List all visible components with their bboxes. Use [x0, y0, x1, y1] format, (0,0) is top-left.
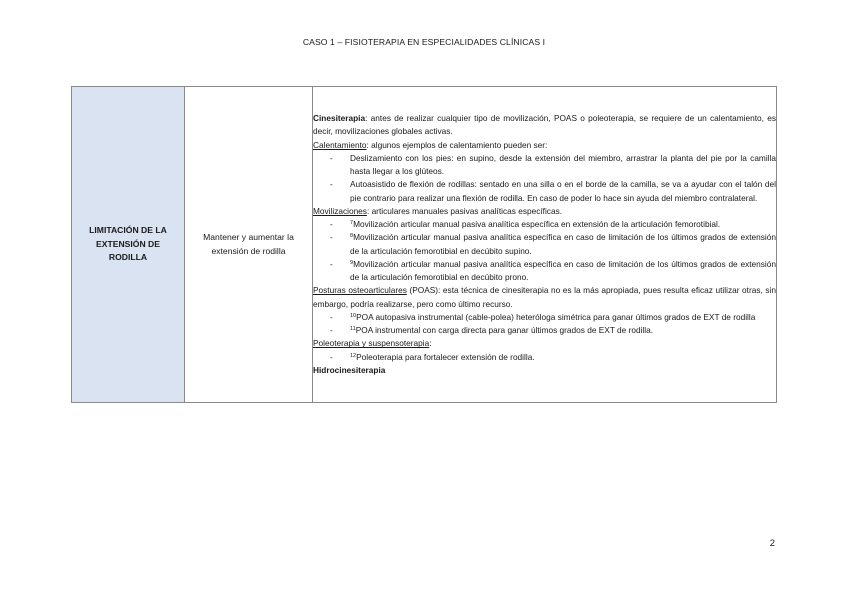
- list-item: [313, 178, 776, 205]
- dash-bullet: -: [330, 152, 333, 163]
- page-number: 2: [769, 538, 775, 549]
- list-item: [313, 351, 776, 364]
- dash-bullet: -: [330, 232, 333, 243]
- treatment-table: [71, 86, 777, 403]
- objective-text: Mantener y aumentar la extensión de rodilla: [203, 232, 294, 256]
- objective-cell: [185, 87, 313, 403]
- list-item: [313, 311, 776, 324]
- dash-bullet: -: [330, 179, 333, 190]
- list-item: [313, 152, 776, 179]
- poleotherapy-title: Poleoterapia y suspensoterapia: [313, 338, 430, 349]
- footnote-ref: 8: [350, 233, 354, 240]
- poas-item-text: POA autopasiva instrumental (cable-polea) heteróloga simétrica para ganar últimos grados de EXT de rodilla: [356, 311, 756, 322]
- mobilization-item-text: Movilización articular manual pasiva analítica específica en caso de limitación de los últimos grados de extensión de la articulación femorotibial en decúbito supino.: [350, 232, 776, 256]
- problem-cell: [72, 87, 185, 403]
- dash-bullet: -: [330, 311, 333, 322]
- dash-bullet: -: [330, 219, 333, 229]
- list-item: [313, 218, 776, 231]
- cinesiterapia-text: : antes de realizar cualquier tipo de movilización, POAS o poleoterapia, se requiere de un calentamiento, es decir, movilizaciones globales activas.: [313, 113, 776, 137]
- warmup-item-text: Deslizamiento con los pies: en supino, desde la extensión del miembro, arrastrar la planta del pie por la camilla hasta llegar a los glúteos.: [350, 152, 776, 176]
- mobilization-paragraph: [313, 205, 776, 218]
- mobilization-item-text: Movilización articular manual pasiva analítica específica en caso de limitación de los últimos grados de extensión de la articulación femorotibial en decúbito prono.: [350, 258, 776, 282]
- document-header: CASO 1 – FISIOTERAPIA EN ESPECIALIDADES CLÍNICAS I: [302, 37, 546, 47]
- list-item: [313, 258, 776, 285]
- dash-bullet: -: [330, 325, 333, 335]
- warmup-item-text: Autoasistido de flexión de rodillas: sentado en una silla o en el borde de la camilla, se va a ayudar con el talón del pie contrario para realizar una flexión de rodilla. En caso de poder lo hace sin ayuda del miembro contralateral.: [350, 179, 776, 203]
- warmup-paragraph: [313, 139, 776, 152]
- poas-item-text: POA instrumental con carga directa para ganar últimos grados de EXT de rodilla.: [355, 325, 654, 335]
- footnote-ref: 9: [350, 259, 354, 266]
- mobilization-text: : articulares manuales pasivas analíticas específicas.: [366, 205, 563, 216]
- treatment-cell: [313, 87, 777, 403]
- list-item: [313, 231, 776, 258]
- poleotherapy-item-text: Poleoterapia para fortalecer extensión de rodilla.: [356, 351, 535, 362]
- poleotherapy-text: :: [429, 338, 432, 349]
- dash-bullet: -: [330, 258, 333, 269]
- table-row: [72, 87, 777, 403]
- footnote-ref: 11: [350, 326, 356, 332]
- poas-text: (POAS): esta técnica de cinesiterapia no es la más apropiada, pues resulta eficaz utilizar otras, sin embargo, podría realizarse, pero como último recurso.: [313, 285, 776, 309]
- cinesiterapia-title: Cinesiterapia: [313, 113, 366, 123]
- problem-text: LIMITACIÓN DE LA EXTENSIÓN DE RODILLA: [89, 225, 167, 263]
- dash-bullet: -: [330, 351, 333, 362]
- footnote-ref: 12: [350, 352, 357, 359]
- footnote-ref: 10: [350, 312, 357, 319]
- warmup-title: Calentamiento: [313, 139, 367, 150]
- hydrokinesitherapy-title: Hidrocinesiterapia: [313, 364, 386, 375]
- list-item: [313, 324, 776, 337]
- warmup-text: : algunos ejemplos de calentamiento pueden ser:: [366, 139, 548, 150]
- poas-title: Posturas osteoarticulares: [313, 285, 407, 296]
- cinesiterapia-paragraph: [313, 112, 776, 139]
- poas-paragraph: [313, 284, 776, 311]
- poleotherapy-paragraph: [313, 337, 776, 350]
- footnote-ref: 7: [350, 220, 354, 226]
- mobilization-item-text: Movilización articular manual pasiva analítica específica en extensión de la articulación femorotibial.: [353, 219, 721, 229]
- mobilization-title: Movilizaciones: [313, 205, 367, 216]
